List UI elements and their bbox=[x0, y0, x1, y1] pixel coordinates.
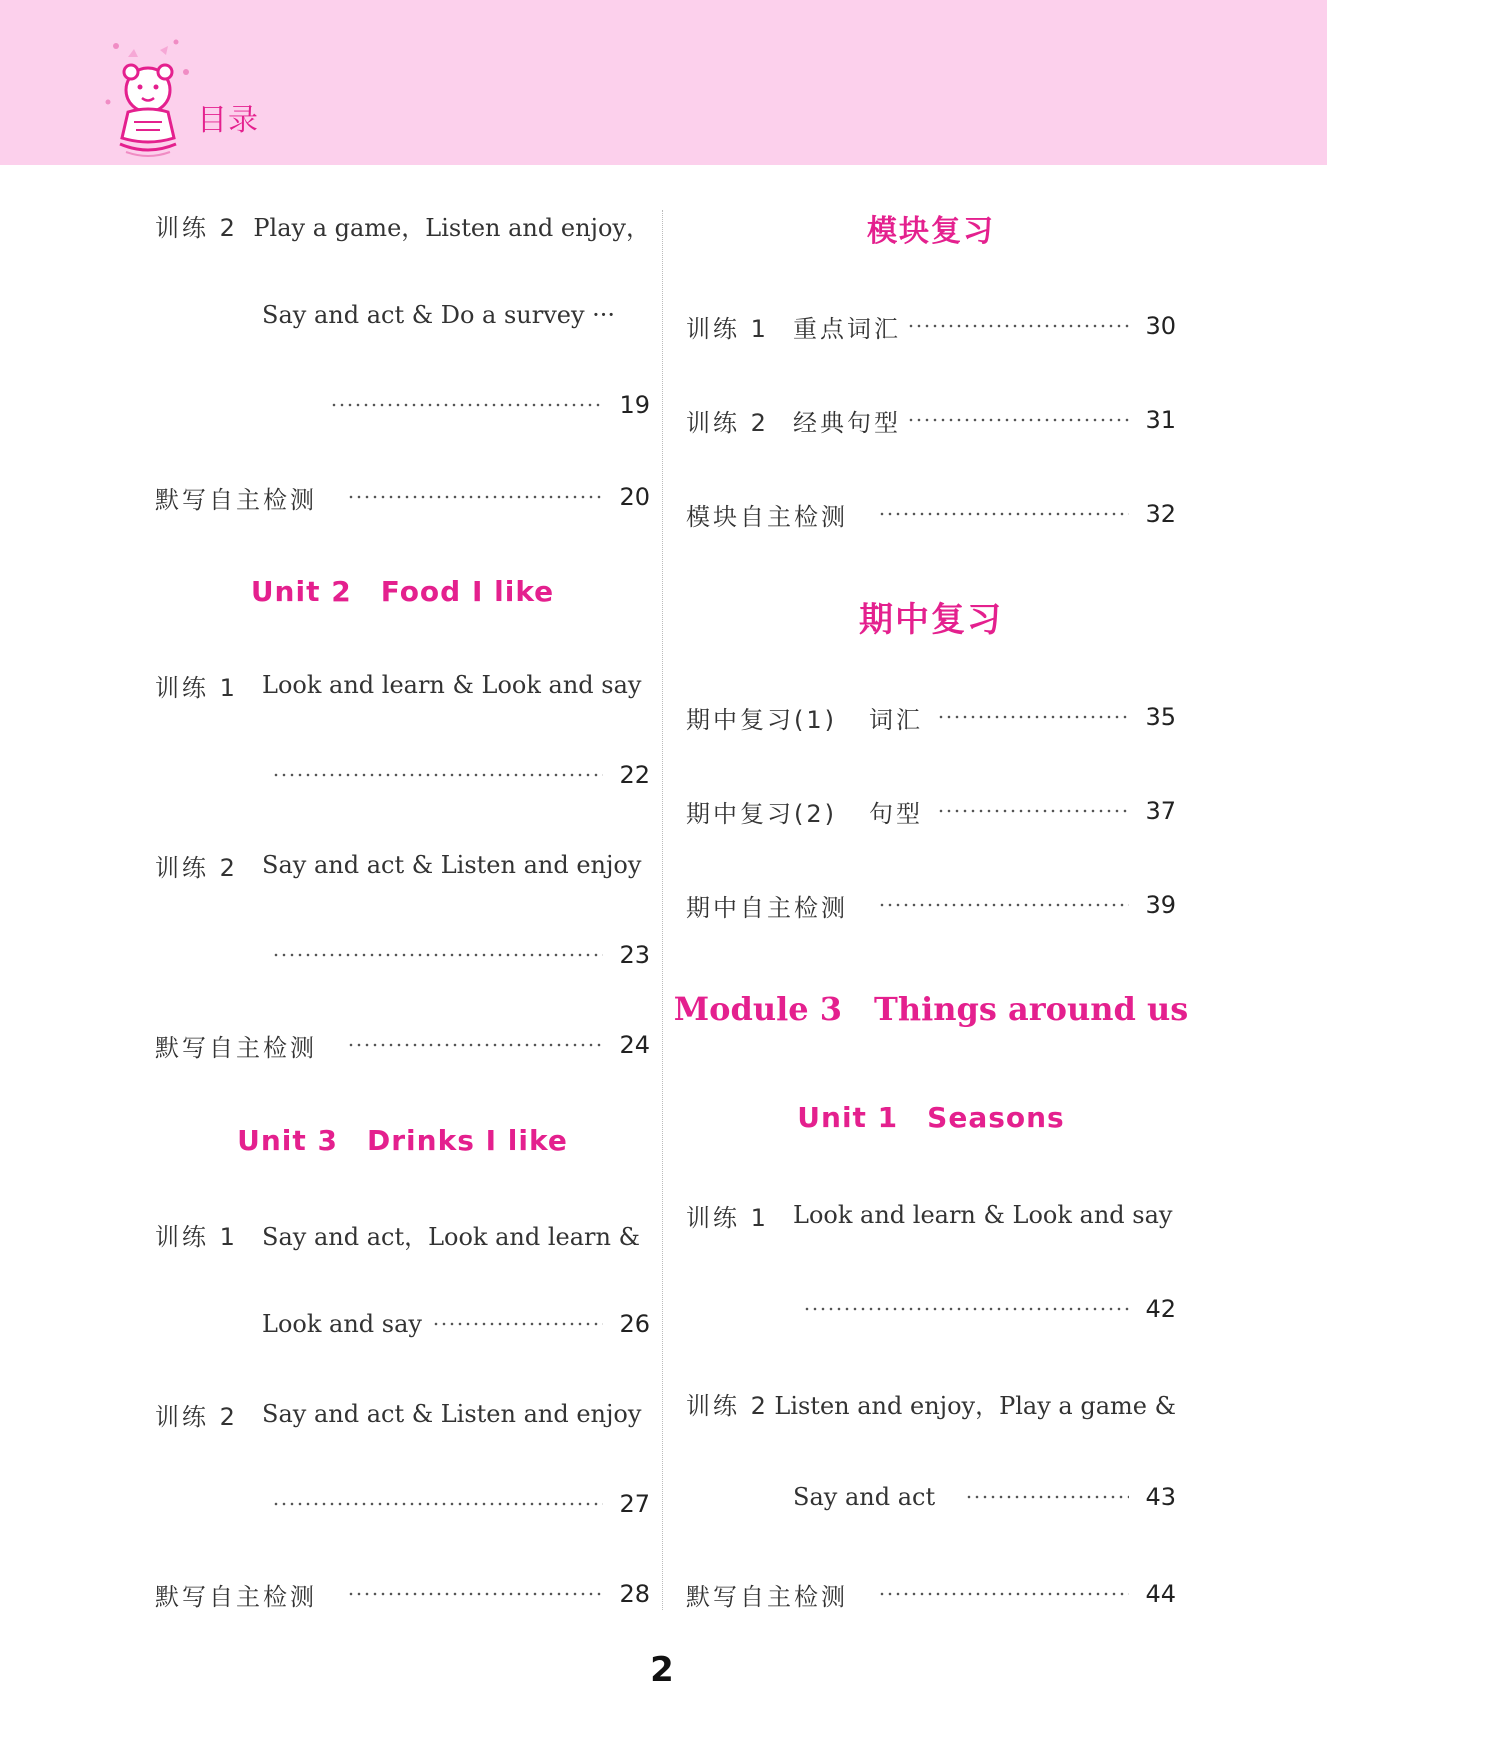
section-heading: 期中复习 bbox=[859, 599, 1003, 640]
toc-entry[interactable] bbox=[686, 494, 1176, 534]
entry-title: Look and say bbox=[262, 1310, 422, 1338]
toc-entry[interactable] bbox=[686, 306, 1176, 346]
leader-dots bbox=[907, 416, 1129, 424]
entry-label: 训练 1 bbox=[155, 673, 238, 702]
entry-title: 词汇 bbox=[869, 705, 923, 734]
leader-dots bbox=[878, 510, 1129, 518]
page-number: 19 bbox=[619, 391, 650, 419]
page-number: 27 bbox=[619, 1490, 650, 1518]
leader-dots bbox=[272, 951, 603, 959]
entry-title: 重点词汇 bbox=[793, 314, 901, 343]
entry-label: 默写自主检测 bbox=[686, 1582, 848, 1611]
toc-entry[interactable] bbox=[155, 1394, 650, 1434]
toc-entry[interactable] bbox=[155, 477, 650, 517]
page-number: 31 bbox=[1145, 406, 1176, 434]
section-heading: Unit 1 Seasons bbox=[797, 1101, 1065, 1134]
leader-dots bbox=[937, 807, 1129, 815]
section-heading: 模块复习 bbox=[867, 214, 995, 249]
entry-label: 训练 2 bbox=[155, 213, 238, 242]
page-number-footer: 2 bbox=[650, 1650, 674, 1690]
entry-title: Say and act & Listen and enjoy bbox=[262, 851, 642, 879]
entry-label: 默写自主检测 bbox=[155, 1582, 317, 1611]
toc-entry[interactable] bbox=[793, 1477, 1176, 1517]
entry-label: 默写自主检测 bbox=[155, 1033, 317, 1062]
entry-title: Say and act & Listen and enjoy bbox=[262, 1400, 642, 1428]
page-number: 23 bbox=[619, 941, 650, 969]
leader-dots bbox=[878, 901, 1129, 909]
entry-label: 训练 2 bbox=[155, 853, 238, 882]
leader-dots bbox=[907, 322, 1129, 330]
entry-label: 期中复习(2) bbox=[686, 799, 837, 828]
leader-dots bbox=[272, 771, 603, 779]
entry-title: Say and act，Look and learn & bbox=[262, 1222, 640, 1251]
leader-dots bbox=[347, 1590, 603, 1598]
toc-entry[interactable] bbox=[686, 885, 1176, 925]
page-number: 26 bbox=[619, 1310, 650, 1338]
entry-label: 期中自主检测 bbox=[686, 893, 848, 922]
header-band bbox=[0, 0, 1327, 165]
leader-dots bbox=[432, 1320, 604, 1328]
page-number: 22 bbox=[619, 761, 650, 789]
leader-dots bbox=[803, 1305, 1129, 1313]
toc-entry[interactable] bbox=[155, 1214, 650, 1254]
entry-label: 训练 1 bbox=[155, 1222, 238, 1251]
entry-title: 经典句型 bbox=[793, 408, 901, 437]
toc-entry[interactable] bbox=[686, 1574, 1176, 1614]
toc-entry[interactable] bbox=[155, 845, 650, 885]
entry-title: Look and learn & Look and say bbox=[262, 671, 642, 699]
page-number: 43 bbox=[1145, 1483, 1176, 1511]
toc-entry[interactable] bbox=[262, 1304, 650, 1344]
page-number: 42 bbox=[1145, 1295, 1176, 1323]
entry-title: Play a game，Listen and enjoy， bbox=[253, 213, 650, 242]
leader-dots bbox=[347, 493, 603, 501]
entry-label: 训练 1 bbox=[686, 314, 769, 343]
section-heading: Module 3 Things around us bbox=[673, 990, 1189, 1028]
leader-dots bbox=[965, 1493, 1129, 1501]
entry-title: Say and act bbox=[793, 1483, 936, 1511]
toc-entry[interactable] bbox=[155, 1025, 650, 1065]
toc-entry[interactable] bbox=[686, 400, 1176, 440]
section-heading: Unit 2 Food I like bbox=[250, 575, 555, 608]
column-divider bbox=[662, 210, 663, 1610]
toc-entry[interactable] bbox=[686, 1383, 1176, 1423]
toc-entry[interactable] bbox=[262, 755, 650, 795]
leader-dots bbox=[272, 1500, 603, 1508]
entry-label: 训练 2 bbox=[155, 1402, 238, 1431]
toc-entry[interactable] bbox=[686, 1195, 1176, 1235]
entry-label: 训练 2 bbox=[686, 1391, 769, 1420]
toc-entry[interactable] bbox=[793, 1289, 1176, 1329]
toc-entry[interactable] bbox=[262, 295, 650, 335]
page-number: 20 bbox=[619, 483, 650, 511]
toc-entry[interactable] bbox=[155, 1574, 650, 1614]
toc-entry[interactable] bbox=[686, 697, 1176, 737]
entry-title: Listen and enjoy，Play a game & bbox=[774, 1391, 1176, 1420]
page-number: 35 bbox=[1145, 703, 1176, 731]
entry-title: Look and learn & Look and say bbox=[793, 1201, 1173, 1229]
entry-title: Say and act & Do a survey ··· bbox=[262, 301, 616, 329]
page-number: 39 bbox=[1145, 891, 1176, 919]
entry-label: 训练 1 bbox=[686, 1203, 769, 1232]
toc-entry[interactable] bbox=[262, 935, 650, 975]
cartoon-bear-mascot-icon bbox=[98, 32, 198, 162]
entry-label: 模块自主检测 bbox=[686, 502, 848, 531]
section-heading: Unit 3 Drinks I like bbox=[237, 1124, 568, 1157]
toc-entry[interactable] bbox=[262, 1484, 650, 1524]
toc-entry[interactable] bbox=[155, 205, 650, 245]
entry-title: 句型 bbox=[869, 799, 923, 828]
page-number: 32 bbox=[1145, 500, 1176, 528]
toc-entry[interactable] bbox=[686, 791, 1176, 831]
entry-label: 默写自主检测 bbox=[155, 485, 317, 514]
leader-dots bbox=[330, 401, 603, 409]
entry-label: 训练 2 bbox=[686, 408, 769, 437]
page-number: 24 bbox=[619, 1031, 650, 1059]
page-number: 28 bbox=[619, 1580, 650, 1608]
entry-label: 期中复习(1) bbox=[686, 705, 837, 734]
toc-entry[interactable] bbox=[320, 385, 650, 425]
leader-dots bbox=[878, 1590, 1129, 1598]
page-number: 30 bbox=[1145, 312, 1176, 340]
toc-entry[interactable] bbox=[155, 665, 650, 705]
leader-dots bbox=[937, 713, 1129, 721]
leader-dots bbox=[347, 1041, 603, 1049]
page-number: 44 bbox=[1145, 1580, 1176, 1608]
page-number: 37 bbox=[1145, 797, 1176, 825]
header-title: 目录 bbox=[197, 103, 259, 138]
